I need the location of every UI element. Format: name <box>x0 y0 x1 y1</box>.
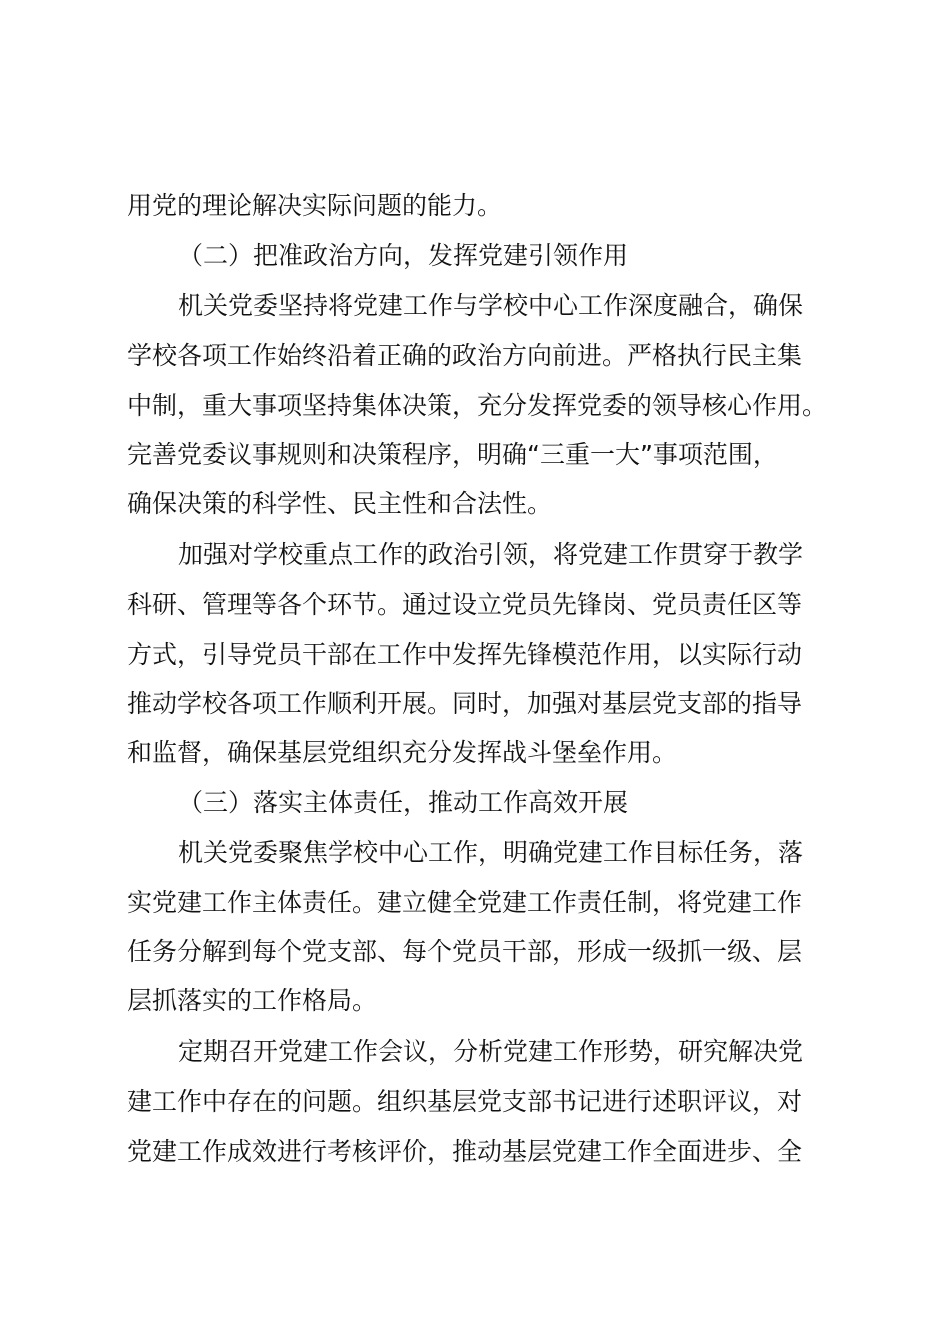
section-heading-3: （三）落实主体责任，推动工作高效开展 <box>178 788 629 817</box>
text-line: 层抓落实的工作格局。 <box>127 986 378 1015</box>
paragraph-first-line: 机关党委坚持将党建工作与学校中心工作深度融合，确保 <box>178 291 804 320</box>
text-line: 完善党委议事规则和决策程序，明确“三重一大”事项范围， <box>127 440 778 469</box>
text-line: 实党建工作主体责任。建立健全党建工作责任制，将党建工作 <box>127 888 803 917</box>
text-line: 和监督，确保基层党组织充分发挥战斗堡垒作用。 <box>127 738 678 767</box>
text-line: 学校各项工作始终沿着正确的政治方向前进。严格执行民主集 <box>127 341 803 370</box>
text-line: 推动学校各项工作顺利开展。同时，加强对基层党支部的指导 <box>127 689 803 718</box>
paragraph-first-line: 机关党委聚焦学校中心工作，明确党建工作目标任务，落 <box>178 838 804 867</box>
text-line: 任务分解到每个党支部、每个党员干部，形成一级抓一级、层 <box>127 937 803 966</box>
paragraph-first-line: 加强对学校重点工作的政治引领，将党建工作贯穿于教学 <box>178 540 804 569</box>
text-line: 党建工作成效进行考核评价，推动基层党建工作全面进步、全 <box>127 1137 803 1166</box>
text-line: 中制，重大事项坚持集体决策，充分发挥党委的领导核心作用。 <box>127 391 828 420</box>
text-line: 科研、管理等各个环节。通过设立党员先锋岗、党员责任区等 <box>127 590 803 619</box>
section-heading-2: （二）把准政治方向，发挥党建引领作用 <box>178 241 629 270</box>
paragraph-first-line: 定期召开党建工作会议，分析党建工作形势，研究解决党 <box>178 1037 804 1066</box>
text-line: 方式，引导党员干部在工作中发挥先锋模范作用，以实际行动 <box>127 640 803 669</box>
text-line: 确保决策的科学性、民主性和合法性。 <box>127 489 553 518</box>
text-line: 建工作中存在的问题。组织基层党支部书记进行述职评议，对 <box>127 1087 803 1116</box>
text-line: 用党的理论解决实际问题的能力。 <box>127 191 503 220</box>
